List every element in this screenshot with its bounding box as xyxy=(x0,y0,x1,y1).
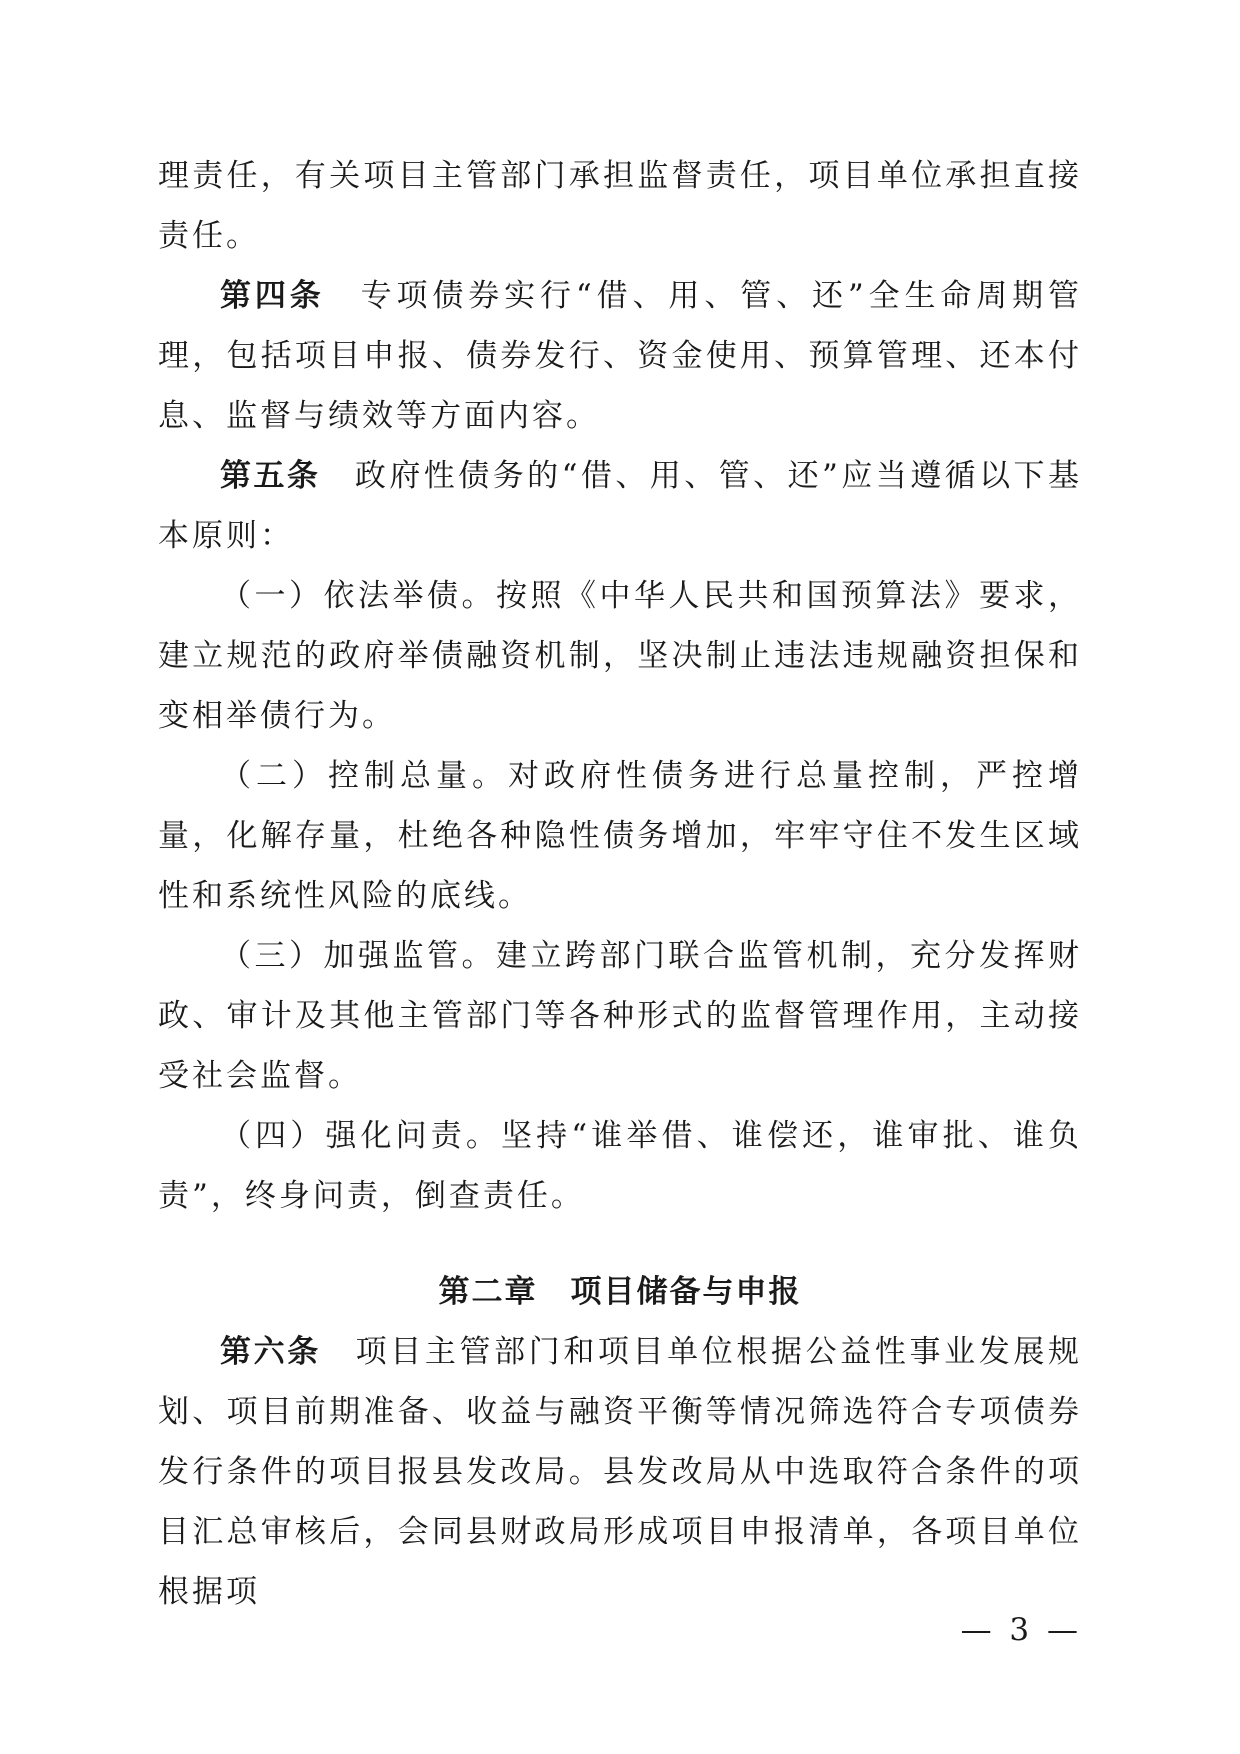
paragraph-text: （一）依法举债。按照《中华人民共和国预算法》要求，建立规范的政府举债融资机制，坚决制止违法违规融资担保和变相举债行为。 xyxy=(158,578,1082,734)
paragraph xyxy=(158,146,1082,266)
principle-1 xyxy=(158,566,1082,746)
paragraph-text: （四）强化问责。坚持“谁举借、谁偿还，谁审批、谁负责”，终身问责，倒查责任。 xyxy=(158,1118,1082,1214)
paragraph-text: （三）加强监管。建立跨部门联合监管机制，充分发挥财政、审计及其他主管部门等各种形式的监督管理作用，主动接受社会监督。 xyxy=(158,938,1082,1094)
article-label: 第四条 xyxy=(220,278,325,314)
principle-4 xyxy=(158,1106,1082,1226)
body-text-lower xyxy=(158,1322,1082,1622)
article-label: 第五条 xyxy=(220,458,321,494)
principle-3 xyxy=(158,926,1082,1106)
paragraph-text: 专项债券实行“借、用、管、还”全生命周期管理，包括项目申报、债券发行、资金使用、预算管理、还本付息、监督与绩效等方面内容。 xyxy=(158,278,1082,434)
chapter-heading: 第二章 项目储备与申报 xyxy=(438,1274,802,1310)
body-text-upper xyxy=(158,146,1082,1226)
article-4 xyxy=(158,266,1082,446)
page-number: — 3 — xyxy=(960,1612,1082,1648)
paragraph-text: 政府性债务的“借、用、管、还”应当遵循以下基本原则： xyxy=(158,458,1083,554)
article-6 xyxy=(158,1322,1082,1622)
paragraph-text: 项目主管部门和项目单位根据公益性事业发展规划、项目前期准备、收益与融资平衡等情况筛选符合专项债券发行条件的项目报县发改局。县发改局从中选取符合条件的项目汇总审核后，会同县财政局形成项目申报清单，各项目单位根据项 xyxy=(158,1334,1083,1610)
article-5 xyxy=(158,446,1082,566)
principle-2 xyxy=(158,746,1082,926)
paragraph-text: 理责任，有关项目主管部门承担监督责任，项目单位承担直接责任。 xyxy=(158,158,1082,254)
paragraph-text: （二）控制总量。对政府性债务进行总量控制，严控增量，化解存量，杜绝各种隐性债务增加，牢牢守住不发生区域性和系统性风险的底线。 xyxy=(158,758,1082,914)
article-label: 第六条 xyxy=(220,1334,321,1370)
